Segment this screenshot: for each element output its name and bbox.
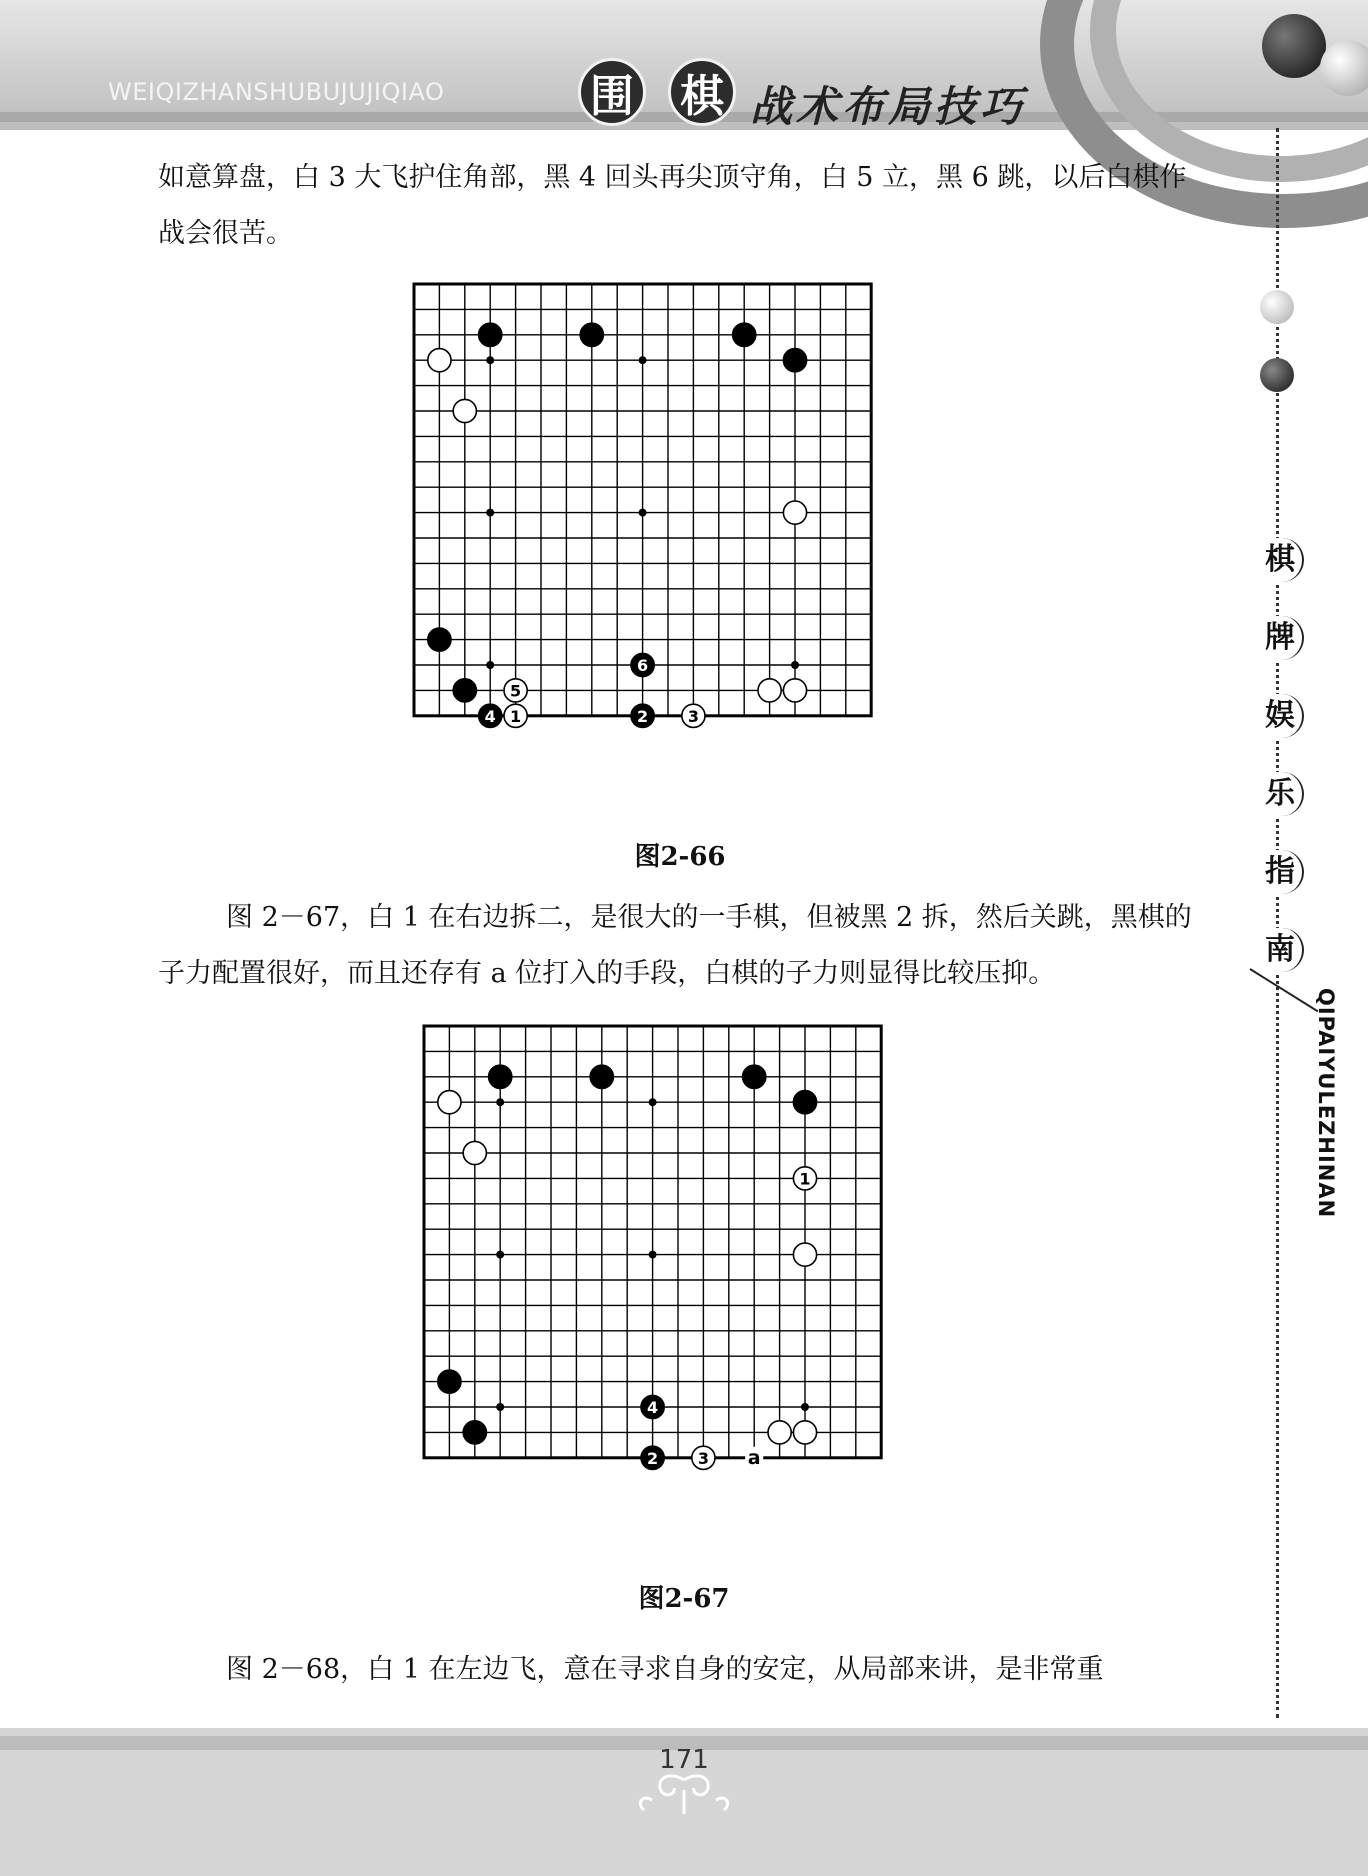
move-number: 2 [637, 706, 649, 726]
star-point [496, 1098, 504, 1106]
white-stone [793, 1421, 816, 1444]
black-stone [489, 1065, 512, 1088]
white-stone [692, 1446, 715, 1469]
go-stone-deco [1320, 40, 1368, 96]
black-stone [783, 349, 806, 372]
paragraph-1: 如意算盘，白 3 大飞护住角部，黑 4 回头再尖顶守角，白 5 立，黑 6 跳，以后白棋作战会很苦。 [158, 162, 1187, 249]
white-stone [504, 679, 527, 702]
page-header [0, 0, 1368, 130]
black-stone [463, 1421, 486, 1444]
side-black-ball [1260, 358, 1294, 392]
star-point [486, 509, 494, 517]
side-char: 南 [1258, 928, 1304, 972]
move-number: 6 [637, 656, 649, 675]
header-title: 战术布局技巧 [750, 82, 1027, 131]
white-stone [783, 679, 806, 702]
footer-ornament [632, 1770, 736, 1822]
logo-badge: 棋 [668, 58, 736, 126]
side-char: 娱 [1258, 694, 1304, 738]
black-stone [479, 704, 502, 727]
black-stone [641, 1395, 664, 1418]
page-number: 171 [659, 1745, 709, 1775]
black-stone [631, 653, 654, 676]
black-stone [631, 704, 654, 727]
side-divider [1249, 968, 1318, 1012]
move-number: 1 [510, 706, 522, 726]
side-pinyin: QIPAIYULEZHINAN [1314, 988, 1338, 1219]
white-stone [783, 501, 806, 524]
star-point [486, 356, 494, 364]
logo-badge: 围 [578, 58, 646, 126]
black-stone [793, 1091, 816, 1114]
figure-caption: 图2-66 [634, 842, 726, 872]
side-char: 棋 [1258, 538, 1304, 582]
paragraph-2: 图 2－67，白 1 在右边拆二，是很大的一手棋，但被黑 2 拆，然后关跳，黑棋的子力配置很好，而且还存有 a 位打入的手段，白棋的子力则显得比较压抑。 [158, 902, 1192, 989]
point-label: a [747, 1446, 761, 1469]
white-stone [428, 349, 451, 372]
white-stone [768, 1421, 791, 1444]
black-stone [743, 1065, 766, 1088]
go-diagram-2-67 [422, 1024, 966, 1552]
star-point [649, 1251, 657, 1259]
black-stone [641, 1446, 664, 1469]
white-stone [438, 1091, 461, 1114]
move-number: 1 [799, 1169, 811, 1189]
black-stone [438, 1370, 461, 1393]
white-stone [453, 399, 476, 422]
side-white-ball [1260, 290, 1294, 324]
white-stone [793, 1167, 816, 1190]
go-stone-deco [1262, 14, 1326, 78]
star-point [649, 1098, 657, 1106]
black-stone [479, 323, 502, 346]
move-number: 3 [697, 1448, 709, 1468]
black-stone [590, 1065, 613, 1088]
white-stone [682, 704, 705, 727]
side-char: 牌 [1258, 616, 1304, 660]
header-pinyin: WEIQIZHANSHUBUJUJIQIAO [108, 78, 445, 106]
star-point [801, 1403, 809, 1411]
black-stone [580, 323, 603, 346]
star-point [639, 509, 647, 517]
star-point [496, 1403, 504, 1411]
move-number: 4 [647, 1398, 659, 1417]
move-number: 3 [687, 706, 699, 726]
black-stone [453, 679, 476, 702]
move-number: 5 [510, 681, 522, 701]
white-stone [793, 1243, 816, 1266]
star-point [791, 661, 799, 669]
star-point [486, 661, 494, 669]
move-number: 2 [647, 1448, 659, 1468]
black-stone [733, 323, 756, 346]
move-number: 4 [484, 706, 496, 726]
star-point [639, 356, 647, 364]
white-stone [504, 704, 527, 727]
side-char: 乐 [1258, 772, 1304, 816]
go-diagram-2-66 [412, 282, 956, 810]
black-stone [428, 628, 451, 651]
side-char: 指 [1258, 850, 1304, 894]
figure-caption: 图2-67 [638, 1584, 730, 1614]
white-stone [463, 1141, 486, 1164]
paragraph-3: 图 2－68，白 1 在左边飞，意在寻求自身的安定，从局部来讲，是非常重 [226, 1654, 1104, 1685]
star-point [496, 1251, 504, 1259]
white-stone [758, 679, 781, 702]
